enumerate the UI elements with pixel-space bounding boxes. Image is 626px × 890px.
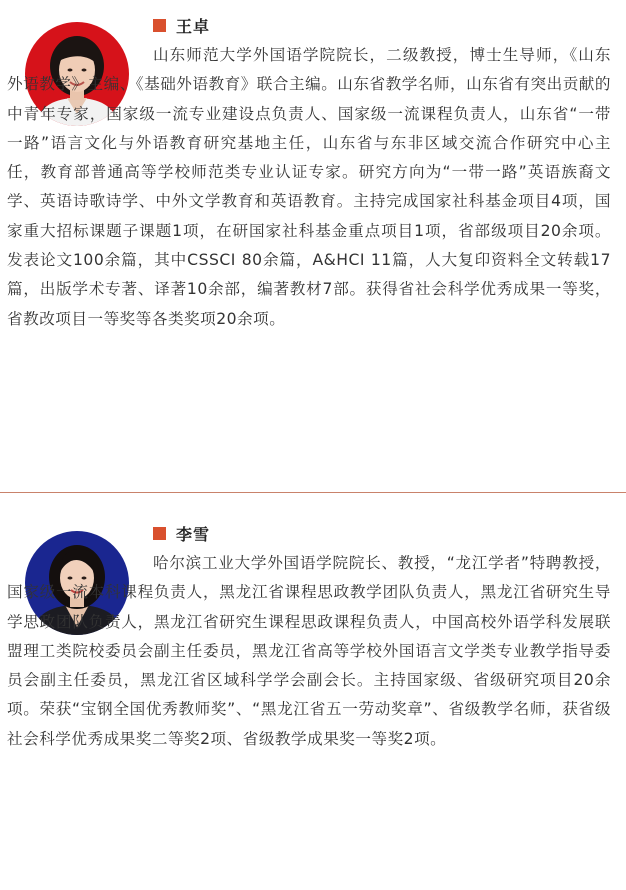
person-bio: 哈尔滨工业大学外国语学院院长、教授，“龙江学者”特聘教授，国家级一流本科课程负责人，黑龙江省课程思政教学团队负责人，黑龙江省研究生导学思政团队负责人，黑龙江省研究生课程思政课程负责人，中国高校外语学科发展联盟理工类院校委员会副主任委员，黑龙江省高等学校外国语言文学类专业教学指导委员会副主任委员，黑龙江省区域科学学会副会长。主持国家级、省级研究项目20余项。荣获“宝钢全国优秀教师奖”、“黑龙江省五一劳动奖章”、省级教学名师，获省级社会科学优秀成果奖二等奖2项、省级教学成果奖一等奖2项。 (7, 554, 611, 748)
person-bio: 山东师范大学外国语学院院长，二级教授，博士生导师，《山东外语教学》主编、《基础外语教育》联合主编。山东省教学名师，山东省有突出贡献的中青年专家，国家级一流专业建设点负责人、国家级一流课程负责人，山东省“一带一路”语言文化与外语教育研究基地主任，山东省与东非区域交流合作研究中心主任，教育部普通高等学校师范类专业认证专家。研究方向为“一带一路”英语族裔文学、英语诗歌诗学、中外文学教育和英语教育。主持完成国家社科基金项目4项，国家重大招标课题子课题1项，在研国家社科基金重点项目1项，省部级项目20余项。发表论文100余篇，其中CSSCI 80余篇，A&HCI 11篇，人大复印资料全文转载17篇，出版学术专著、译著10余部，编著教材7部。获得省社会科学优秀成果一等奖，省教改项目一等奖等各类奖项20余项。 (7, 46, 611, 328)
person-name: 李雪 (176, 524, 211, 544)
square-bullet-icon (153, 527, 166, 540)
profile-card-li-xue (0, 494, 626, 890)
section-divider (0, 492, 626, 493)
name-row (153, 13, 210, 37)
square-bullet-icon (153, 19, 166, 32)
name-row (153, 521, 210, 545)
person-name: 王卓 (176, 16, 211, 36)
